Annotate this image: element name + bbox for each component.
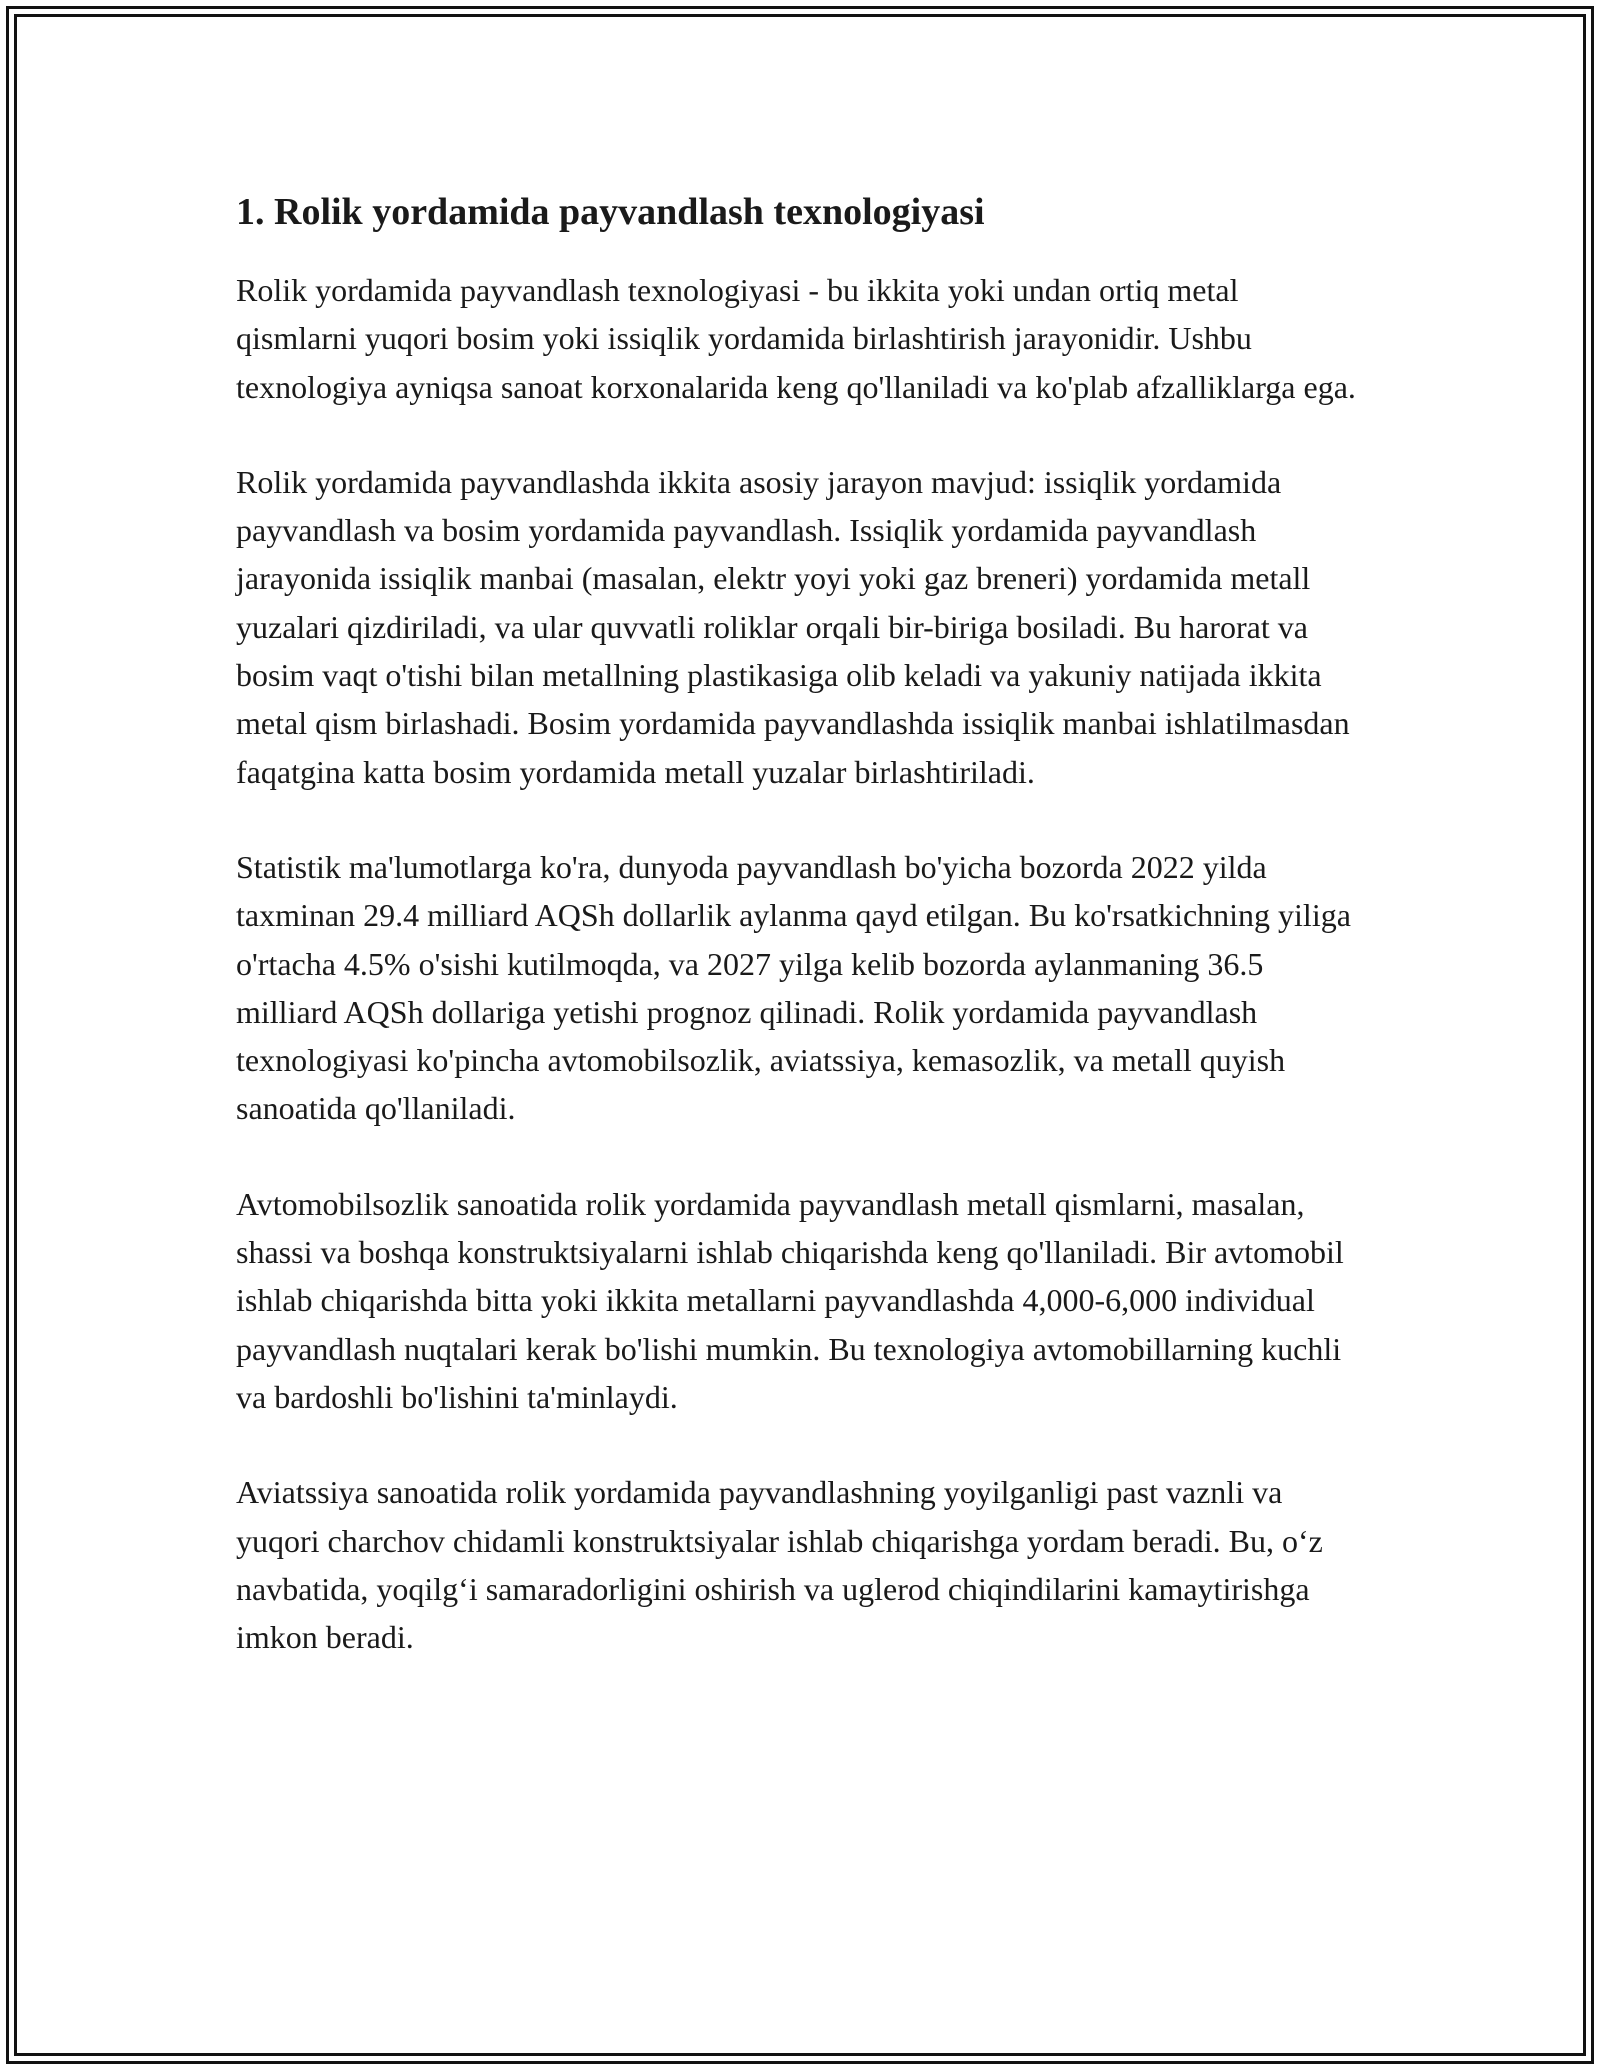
document-body [236, 186, 1366, 1708]
paragraph-aviation: Aviatssiya sanoatida rolik yordamida payvandlashning yoyilganligi past vaznli va yuqori charchov chidamli konstruktsiyalar ishlab chiqarishga yordam beradi. Bu, o‘z navbatida, yoqilg‘i samaradorligini oshirish va uglerod chiqindilarini kamaytirishga imkon beradi. [236, 1474, 1323, 1656]
paragraph-statistics: Statistik ma'lumotlarga ko'ra, dunyoda payvandlash bo'yicha bozorda 2022 yilda taxminan 29.4 milliard AQSh dollarlik aylanma qayd etilgan. Bu ko'rsatkichning yiliga o'rtacha 4.5% o'sishi kutilmoqda, va 2027 yilga kelib bozorda aylanmaning 36.5 milliard AQSh dollariga yetishi prognoz qilinadi. Rolik yordamida payvandlash texnologiyasi ko'pincha avtomobilsozlik, aviatssiya, kemasozlik, va metall quyish sanoatida qo'llaniladi. [236, 848, 1351, 1127]
paragraph-processes: Rolik yordamida payvandlashda ikkita asosiy jarayon mavjud: issiqlik yordamida payvandlash va bosim yordamida payvandlash. Issiqlik yordamida payvandlash jarayonida issiqlik manbai (masalan, elektr yoyi yoki gaz breneri) yordamida metall yuzalari qizdiriladi, va ular quvvatli roliklar orqali bir-biriga bosiladi. Bu harorat va bosim vaqt o'tishi bilan metallning plastikasiga olib keladi va yakuniy natijada ikkita metal qism birlashadi. Bosim yordamida payvandlashda issiqlik manbai ishlatilmasdan faqatgina katta bosim yordamida metall yuzalar birlashtiriladi. [236, 463, 1350, 790]
paragraph-intro: Rolik yordamida payvandlash texnologiyasi - bu ikkita yoki undan ortiq metal qismlarni yuqori bosim yoki issiqlik yordamida birlashtirish jarayonidir. Ushbu texnologiya ayniqsa sanoat korxonalarida keng qo'llaniladi va ko'plab afzalliklarga ega. [236, 272, 1356, 405]
paragraph-automotive: Avtomobilsozlik sanoatida rolik yordamida payvandlash metall qismlarni, masalan, shassi va boshqa konstruktsiyalarni ishlab chiqarishda keng qo'llaniladi. Bir avtomobil ishlab chiqarishda bitta yoki ikkita metallarni payvandlashda 4,000-6,000 individual payvandlash nuqtalari kerak bo'lishi mumkin. Bu texnologiya avtomobillarning kuchli va bardoshli bo'lishini ta'minlaydi. [236, 1185, 1344, 1415]
section-heading: 1. Rolik yordamida payvandlash texnologiyasi [236, 191, 985, 233]
